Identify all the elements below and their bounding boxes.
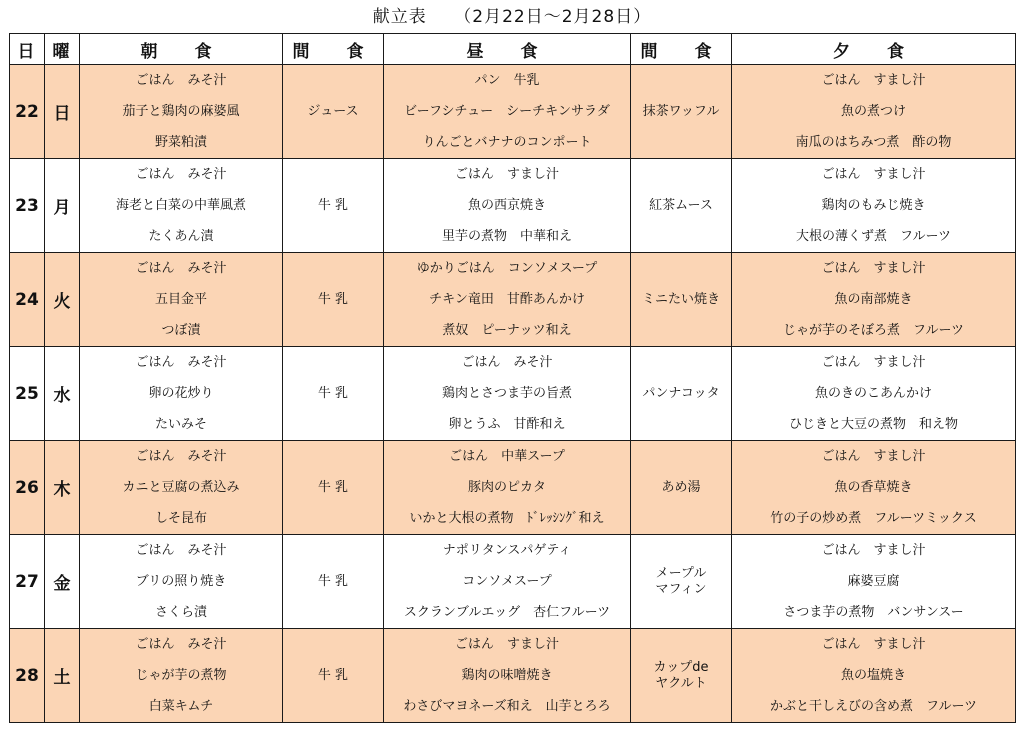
header-dinner: 夕 食 bbox=[732, 34, 1016, 65]
menu-item: いかと大根の煮物 ﾄﾞﾚｯｼﾝｸﾞ和え bbox=[409, 511, 605, 526]
menu-item: 牛 乳 bbox=[317, 385, 349, 401]
lunch-cell bbox=[384, 629, 631, 723]
menu-table bbox=[9, 33, 1016, 723]
breakfast-cell bbox=[80, 441, 283, 535]
menu-item: たいみそ bbox=[154, 417, 207, 432]
menu-item: ごはん 中華スープ bbox=[449, 449, 565, 464]
menu-item: 野菜粕漬 bbox=[154, 135, 207, 150]
menu-item: 紅茶ムース bbox=[649, 197, 713, 213]
menu-item: マフィン bbox=[655, 581, 707, 597]
day-cell: 24 bbox=[10, 253, 45, 347]
day-cell: 22 bbox=[10, 65, 45, 159]
menu-item: スクランブルエッグ 杏仁フルーツ bbox=[403, 605, 611, 620]
menu-item: じゃが芋の煮物 bbox=[135, 668, 227, 683]
header-lunch: 昼 食 bbox=[384, 34, 631, 65]
menu-item: ひじきと大豆の煮物 和え物 bbox=[788, 417, 958, 432]
menu-item: 鶏肉の味噌焼き bbox=[461, 668, 553, 683]
weekday-cell: 水 bbox=[45, 347, 80, 441]
menu-item: 南瓜のはちみつ煮 酢の物 bbox=[795, 135, 952, 150]
menu-item: ごはん みそ汁 bbox=[135, 261, 227, 276]
menu-item: 魚のきのこあんかけ bbox=[814, 386, 932, 401]
afternoon-snack-cell bbox=[631, 159, 732, 253]
table-row bbox=[10, 159, 1016, 253]
menu-item: パン 牛乳 bbox=[474, 73, 540, 88]
menu-item: ごはん すまし汁 bbox=[821, 167, 926, 182]
weekday-cell: 木 bbox=[45, 441, 80, 535]
afternoon-snack-cell bbox=[631, 347, 732, 441]
morning-snack-cell bbox=[283, 253, 384, 347]
day-cell: 23 bbox=[10, 159, 45, 253]
breakfast-cell bbox=[80, 253, 283, 347]
menu-item: 牛 乳 bbox=[317, 197, 349, 213]
afternoon-snack-cell bbox=[631, 253, 732, 347]
breakfast-cell bbox=[80, 159, 283, 253]
table-row bbox=[10, 629, 1016, 723]
menu-item: 鶏肉とさつま芋の旨煮 bbox=[441, 386, 572, 401]
menu-item: ごはん みそ汁 bbox=[135, 167, 227, 182]
menu-item: ごはん みそ汁 bbox=[135, 73, 227, 88]
menu-item: ごはん みそ汁 bbox=[135, 449, 227, 464]
menu-item: ブリの照り焼き bbox=[135, 574, 227, 589]
menu-item: ヤクルト bbox=[655, 675, 707, 691]
menu-item: ごはん すまし汁 bbox=[454, 637, 559, 652]
menu-item: チキン竜田 甘酢あんかけ bbox=[429, 292, 585, 307]
menu-item: コンソメスープ bbox=[462, 574, 552, 589]
breakfast-cell bbox=[80, 347, 283, 441]
morning-snack-cell bbox=[283, 159, 384, 253]
afternoon-snack-cell bbox=[631, 65, 732, 159]
lunch-cell bbox=[384, 535, 631, 629]
weekday-cell: 金 bbox=[45, 535, 80, 629]
menu-item: カップde bbox=[653, 659, 709, 675]
menu-item: 魚の煮つけ bbox=[840, 104, 906, 119]
menu-item: 牛 乳 bbox=[317, 667, 349, 683]
menu-item: じゃが芋のそぼろ煮 フルーツ bbox=[783, 323, 964, 338]
menu-item: ごはん みそ汁 bbox=[135, 637, 227, 652]
menu-item: ビーフシチュー シーチキンサラダ bbox=[404, 104, 610, 119]
menu-item: ごはん すまし汁 bbox=[821, 73, 926, 88]
menu-item: 茄子と鶏肉の麻婆風 bbox=[122, 104, 240, 119]
menu-item: ミニたい焼き bbox=[641, 291, 720, 307]
menu-item: ごはん すまし汁 bbox=[821, 261, 926, 276]
header-row bbox=[10, 34, 1016, 65]
breakfast-cell bbox=[80, 535, 283, 629]
menu-item: りんごとバナナのコンポート bbox=[422, 135, 592, 150]
table-row bbox=[10, 65, 1016, 159]
menu-item: ごはん みそ汁 bbox=[135, 543, 227, 558]
morning-snack-cell bbox=[283, 535, 384, 629]
menu-item: カニと豆腐の煮込み bbox=[122, 480, 240, 495]
dinner-cell bbox=[732, 347, 1016, 441]
dinner-cell bbox=[732, 159, 1016, 253]
afternoon-snack-cell bbox=[631, 535, 732, 629]
header-weekday: 曜 bbox=[45, 34, 80, 65]
menu-item: 里芋の煮物 中華和え bbox=[441, 229, 572, 244]
menu-item: ごはん みそ汁 bbox=[135, 355, 227, 370]
menu-item: 魚の西京焼き bbox=[467, 198, 546, 213]
morning-snack-cell bbox=[283, 347, 384, 441]
menu-item: ジュース bbox=[307, 103, 359, 119]
menu-item: 牛 乳 bbox=[317, 291, 349, 307]
menu-item: しそ昆布 bbox=[154, 511, 207, 526]
menu-item: 抹茶ワッフル bbox=[642, 103, 720, 119]
menu-item: ごはん すまし汁 bbox=[821, 637, 926, 652]
menu-item: さくら漬 bbox=[154, 605, 207, 620]
menu-item: ナポリタンスパゲティ bbox=[442, 543, 572, 558]
menu-item: 竹の子の炒め煮 フルーツミックス bbox=[770, 511, 977, 526]
menu-item: 魚の香草焼き bbox=[834, 480, 913, 495]
day-cell: 26 bbox=[10, 441, 45, 535]
menu-item: 卵とうふ 甘酢和え bbox=[448, 417, 566, 432]
menu-item: ごはん すまし汁 bbox=[821, 355, 926, 370]
day-cell: 28 bbox=[10, 629, 45, 723]
afternoon-snack-cell bbox=[631, 441, 732, 535]
menu-item: 鶏肉のもみじ焼き bbox=[821, 198, 926, 213]
menu-item: 大根の薄くず煮 フルーツ bbox=[796, 229, 951, 244]
menu-item: 五目金平 bbox=[154, 292, 207, 307]
morning-snack-cell bbox=[283, 629, 384, 723]
table-row bbox=[10, 253, 1016, 347]
lunch-cell bbox=[384, 159, 631, 253]
breakfast-cell bbox=[80, 629, 283, 723]
lunch-cell bbox=[384, 65, 631, 159]
header-day: 日 bbox=[10, 34, 45, 65]
morning-snack-cell bbox=[283, 441, 384, 535]
menu-item: ゆかりごはん コンソメスープ bbox=[416, 261, 598, 276]
page-title: 献立表 （2月22日～2月28日） bbox=[372, 7, 652, 27]
lunch-cell bbox=[384, 347, 631, 441]
menu-item: ごはん みそ汁 bbox=[461, 355, 553, 370]
table-row bbox=[10, 347, 1016, 441]
weekday-cell: 火 bbox=[45, 253, 80, 347]
dinner-cell bbox=[732, 629, 1016, 723]
menu-item: たくあん漬 bbox=[148, 229, 214, 244]
header-morning-snack: 間 食 bbox=[283, 34, 384, 65]
dinner-cell bbox=[732, 441, 1016, 535]
menu-item: パンナコッタ bbox=[642, 385, 720, 401]
menu-item: 牛 乳 bbox=[317, 573, 349, 589]
menu-item: 魚の塩焼き bbox=[840, 668, 906, 683]
weekday-cell: 月 bbox=[45, 159, 80, 253]
day-cell: 25 bbox=[10, 347, 45, 441]
menu-item: さつま芋の煮物 バンサンスー bbox=[783, 605, 964, 620]
breakfast-cell bbox=[80, 65, 283, 159]
afternoon-snack-cell bbox=[631, 629, 732, 723]
menu-item: あめ湯 bbox=[661, 479, 701, 495]
menu-item: 牛 乳 bbox=[317, 479, 349, 495]
menu-item: 海老と白菜の中華風煮 bbox=[115, 198, 246, 213]
menu-item: 麻婆豆腐 bbox=[847, 574, 900, 589]
weekday-cell: 土 bbox=[45, 629, 80, 723]
table-row bbox=[10, 535, 1016, 629]
day-cell: 27 bbox=[10, 535, 45, 629]
menu-item: ごはん すまし汁 bbox=[821, 543, 926, 558]
menu-item: 白菜キムチ bbox=[148, 699, 214, 714]
menu-item: 魚の南部焼き bbox=[834, 292, 913, 307]
table-row bbox=[10, 441, 1016, 535]
menu-item: ごはん すまし汁 bbox=[454, 167, 559, 182]
lunch-cell bbox=[384, 441, 631, 535]
lunch-cell bbox=[384, 253, 631, 347]
menu-item: つぼ漬 bbox=[161, 323, 201, 338]
menu-item: かぶと干しえびの含め煮 フルーツ bbox=[770, 699, 977, 714]
menu-body bbox=[10, 65, 1016, 723]
menu-item: 卵の花炒り bbox=[148, 386, 214, 401]
weekday-cell: 日 bbox=[45, 65, 80, 159]
menu-item: メープル bbox=[655, 565, 707, 581]
header-afternoon-snack: 間 食 bbox=[631, 34, 732, 65]
menu-item: 煮奴 ピーナッツ和え bbox=[442, 323, 572, 338]
morning-snack-cell bbox=[283, 65, 384, 159]
menu-item: ごはん すまし汁 bbox=[821, 449, 926, 464]
header-breakfast: 朝 食 bbox=[80, 34, 283, 65]
menu-item: わさびマヨネーズ和え 山芋とろろ bbox=[403, 699, 611, 714]
dinner-cell bbox=[732, 65, 1016, 159]
dinner-cell bbox=[732, 253, 1016, 347]
dinner-cell bbox=[732, 535, 1016, 629]
menu-item: 豚肉のピカタ bbox=[467, 480, 546, 495]
